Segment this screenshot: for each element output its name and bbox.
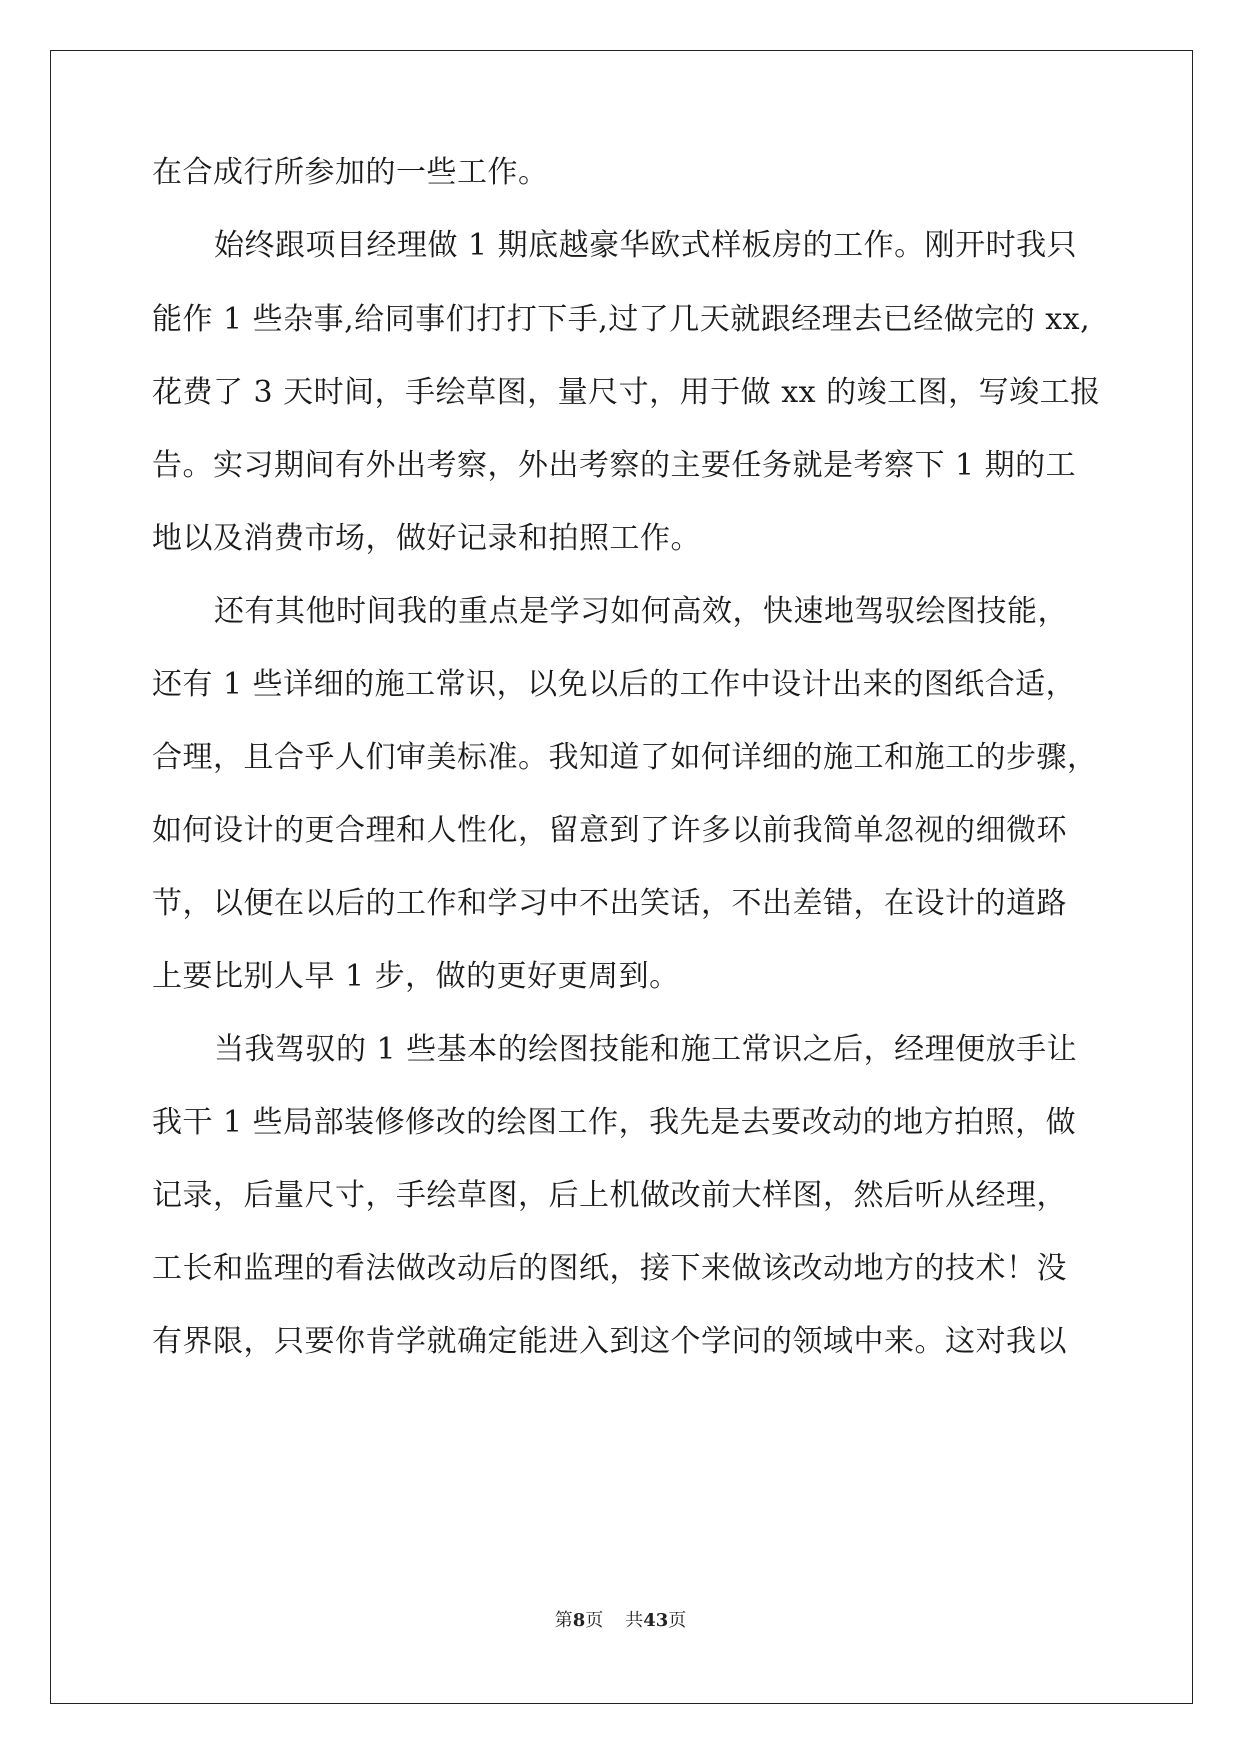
text-line: 花费了 3 天时间，手绘草图，量尺寸，用于做 xx 的竣工图，写竣工报 — [152, 375, 1101, 410]
text-line: 工长和监理的看法做改动后的图纸，接下来做该改动地方的技术！没 — [152, 1251, 1067, 1286]
page-suffix: 页 — [585, 1610, 604, 1631]
text-line: 告。实习期间有外出考察，外出考察的主要任务就是考察下 1 期的工 — [152, 448, 1077, 483]
page-footer — [0, 1609, 1241, 1633]
paragraph-start-line: 当我驾驭的 1 些基本的绘图技能和施工常识之后，经理便放手让 — [214, 1032, 1078, 1067]
page-number: 8 — [572, 1610, 586, 1631]
text-line: 节，以便在以后的工作和学习中不出笑话，不出差错，在设计的道路 — [152, 886, 1067, 921]
text-line: 如何设计的更合理和人性化，留意到了许多以前我简单忽视的细微环 — [152, 813, 1067, 848]
text-line: 上要比别人早 1 步，做的更好更周到。 — [152, 959, 680, 994]
text-line: 记录，后量尺寸，手绘草图，后上机做改前大样图，然后听从经理， — [152, 1178, 1067, 1213]
paragraph-start-line: 始终跟项目经理做 1 期底越豪华欧式样板房的工作。刚开时我只 — [214, 228, 1078, 263]
paragraph-start-line: 还有其他时间我的重点是学习如何高效，快速地驾驭绘图技能， — [214, 594, 1068, 629]
text-line: 有界限，只要你肯学就确定能进入到这个学问的领域中来。这对我以 — [152, 1324, 1067, 1359]
text-line: 还有 1 些详细的施工常识，以免以后的工作中设计出来的图纸合适， — [152, 667, 1077, 702]
text-line: 能作 1 些杂事,给同事们打打下手,过了几天就跟经理去已经做完的 xx, — [152, 302, 1091, 337]
total-suffix: 页 — [668, 1610, 687, 1631]
page-border — [50, 50, 1193, 1704]
text-line: 地以及消费市场，做好记录和拍照工作。 — [152, 521, 701, 556]
text-line: 在合成行所参加的一些工作。 — [152, 155, 549, 190]
total-pages: 43 — [643, 1610, 669, 1631]
text-line: 我干 1 些局部装修修改的绘图工作，我先是去要改动的地方拍照，做 — [152, 1105, 1077, 1140]
total-prefix: 共 — [625, 1610, 644, 1631]
text-line: 合理，且合乎人们审美标准。我知道了如何详细的施工和施工的步骤， — [152, 740, 1098, 775]
page-prefix: 第 — [554, 1610, 573, 1631]
